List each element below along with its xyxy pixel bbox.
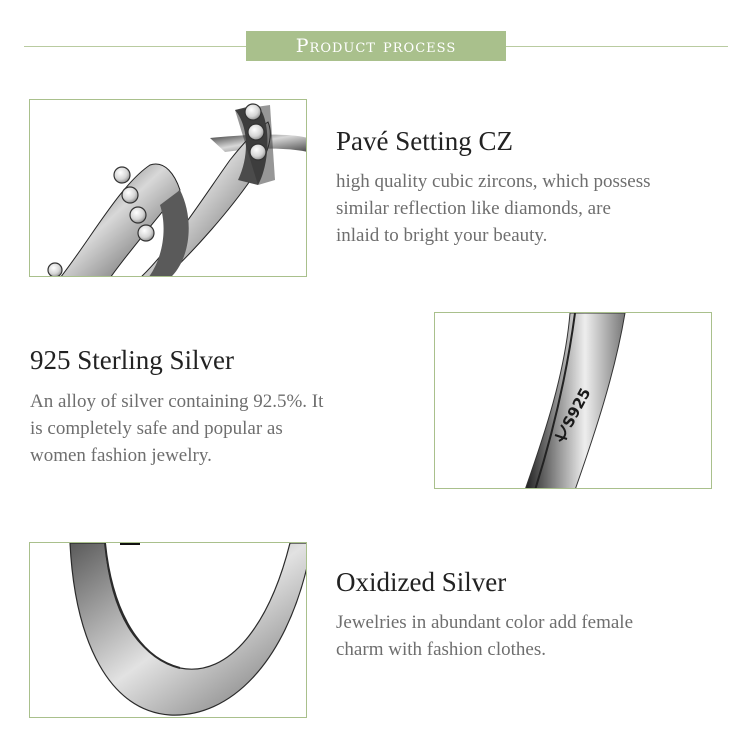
- feature-desc-sterling: [30, 388, 400, 469]
- pave-ring-image: [29, 99, 307, 277]
- s925-stamp: S925: [558, 385, 595, 431]
- oxidized-ring-illustration: [30, 543, 307, 718]
- feature-desc-line: charm with fashion clothes.: [336, 639, 547, 660]
- feature-desc-line: similar reflection like diamonds, are: [336, 198, 611, 219]
- feature-title-sterling: 925 Sterling Silver: [30, 345, 234, 375]
- feature-desc-line: An alloy of silver containing 92.5%. It: [30, 391, 324, 412]
- feature-desc-line: high quality cubic zircons, which possess: [336, 171, 651, 192]
- banner-title: Product process: [295, 35, 457, 57]
- feature-title-pave: Pavé Setting CZ: [336, 126, 513, 156]
- sterling-ring-illustration: [435, 313, 712, 489]
- section-banner: [246, 31, 506, 61]
- feature-title-oxidized: Oxidized Silver: [336, 567, 507, 597]
- feature-desc-line: inlaid to bright your beauty.: [336, 225, 548, 246]
- header-rule-left: [24, 46, 246, 47]
- pave-ring-illustration: [30, 100, 307, 277]
- header-rule-right: [506, 46, 728, 47]
- sterling-stamp-image: [434, 312, 712, 489]
- feature-desc-pave: [336, 168, 726, 249]
- feature-desc-line: Jewelries in abundant color add female: [336, 612, 634, 633]
- feature-desc-line: is completely safe and popular as: [30, 418, 283, 439]
- oxidized-ring-image: [29, 542, 307, 718]
- feature-desc-line: women fashion jewelry.: [30, 445, 212, 466]
- feature-desc-oxidized: [336, 609, 726, 663]
